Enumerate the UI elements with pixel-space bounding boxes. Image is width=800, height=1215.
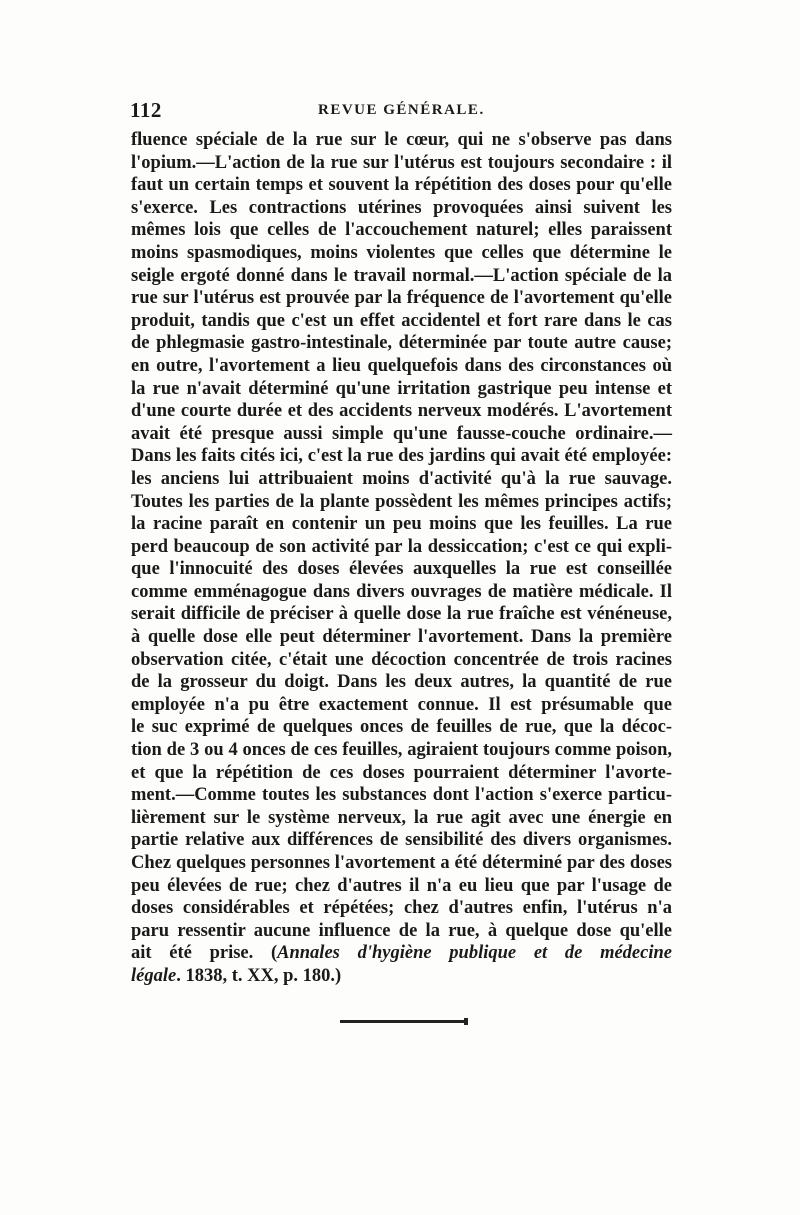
- citation-title-end: légale: [131, 965, 177, 986]
- text-line: seigle ergoté donné dans le travail normal.—L'action spéciale de la: [131, 265, 672, 286]
- text-line: en outre, l'avortement a lieu quelquefois dans des circonstances où: [131, 355, 672, 376]
- text-line: et que la répétition de ces doses pourraient déterminer l'avorte-: [131, 762, 672, 783]
- text-line: Chez quelques personnes l'avortement a été déterminé par des doses: [131, 853, 672, 873]
- text-line: peu élevées de rue; chez d'autres il n'a eu lieu que par l'usage de: [131, 875, 672, 896]
- text-line: la racine paraît en contenir un peu moins que les feuilles. La rue: [131, 514, 672, 535]
- text-line: les anciens lui attribuaient moins d'activité qu'à la rue sauvage.: [131, 468, 672, 489]
- text-line: à quelle dose elle peut déterminer l'avortement. Dans la première: [131, 627, 672, 648]
- text-line: comme emménagogue dans divers ouvrages de matière médicale. Il: [131, 581, 672, 602]
- text-line: d'une courte durée et des accidents nerveux modérés. L'avortement: [131, 401, 672, 422]
- text-line: Toutes les parties de la plante possèdent les mêmes principes actifs;: [131, 491, 672, 512]
- closing-lead: ait été prise. (: [131, 943, 278, 964]
- text-line: fluence spéciale de la rue sur le cœur, qui ne s'observe pas dans: [131, 130, 672, 150]
- citation-reference: . 1838, t. XX, p. 180.): [176, 965, 342, 986]
- text-line: de phlegmasie gastro-intestinale, déterminée par toute autre cause;: [131, 333, 672, 354]
- citation-title: Annales d'hygiène publique et de médecine: [277, 943, 672, 964]
- text-line: serait difficile de préciser à quelle dose la rue fraîche est vénéneuse,: [131, 604, 672, 625]
- text-line: mêmes lois que celles de l'accouchement naturel; elles paraissent: [131, 220, 672, 241]
- text-line: perd beaucoup de son activité par la dessiccation; c'est ce qui expli-: [131, 536, 672, 557]
- text-line: tion de 3 ou 4 onces de ces feuilles, agiraient toujours comme poison,: [131, 740, 672, 761]
- text-line: la rue n'avait déterminé qu'une irritation gastrique peu intense et: [131, 378, 672, 399]
- text-line: s'exerce. Les contractions utérines provoquées ainsi suivent les: [131, 197, 672, 218]
- text-line: paru ressentir aucune influence de la rue, à quelque dose qu'elle: [131, 920, 672, 941]
- paragraph-lines: [131, 129, 672, 942]
- text-line: l'opium.—L'action de la rue sur l'utérus est toujours secondaire : il: [131, 152, 672, 173]
- text-line: ment.—Comme toutes les substances dont l'action s'exerce particu-: [131, 785, 672, 806]
- end-rule-divider: [340, 1020, 468, 1023]
- text-line-closing-1: [131, 942, 672, 965]
- text-line: observation citée, c'était une décoction concentrée de trois racines: [131, 649, 672, 670]
- text-line: partie relative aux différences de sensibilité des divers organismes.: [131, 830, 672, 851]
- text-line: doses considérables et répétées; chez d'autres enfin, l'utérus n'a: [131, 898, 672, 919]
- body-text: [131, 129, 672, 988]
- text-line: employée n'a pu être exactement connue. Il est présumable que: [131, 694, 672, 715]
- text-line: Dans les faits cités ici, c'est la rue des jardins qui avait été employée:: [131, 446, 672, 467]
- page-header: [130, 98, 670, 122]
- text-line: de la grosseur du doigt. Dans les deux autres, la quantité de rue: [131, 672, 672, 693]
- page-number: 112: [130, 98, 162, 122]
- text-line: le suc exprimé de quelques onces de feuilles de rue, que la décoc-: [131, 717, 672, 738]
- running-head: REVUE GÉNÉRALE.: [318, 102, 485, 118]
- text-line: moins spasmodiques, moins violentes que celles que détermine le: [131, 242, 672, 263]
- text-line: rue sur l'utérus est prouvée par la fréquence de l'avortement qu'elle: [131, 288, 672, 309]
- text-line: avait été presque aussi simple qu'une fausse-couche ordinaire.—: [131, 423, 672, 444]
- text-line: produit, tandis que c'est un effet accidentel et fort rare dans le cas: [131, 310, 672, 331]
- text-line: lièrement sur le système nerveux, la rue agit avec une énergie en: [131, 807, 672, 828]
- text-line: que l'innocuité des doses élevées auxquelles la rue est conseillée: [131, 559, 672, 580]
- text-line-closing-2: [131, 965, 672, 988]
- text-line: faut un certain temps et souvent la répétition des doses pour qu'elle: [131, 175, 672, 196]
